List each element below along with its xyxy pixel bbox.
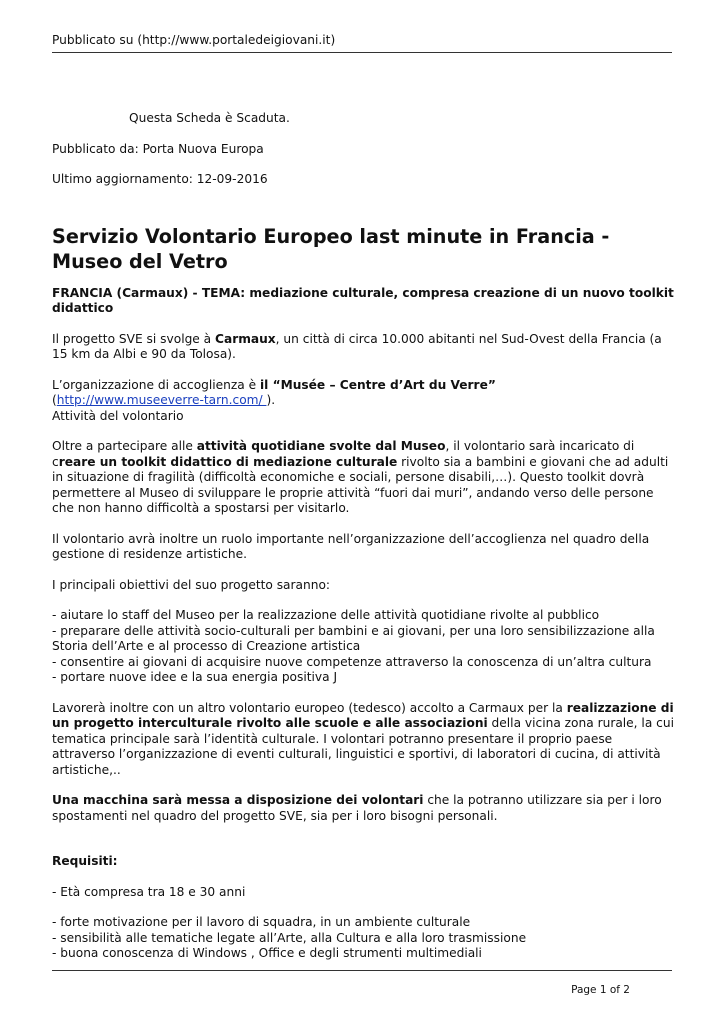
requirements-list: [52, 915, 674, 962]
museum-website-link[interactable]: http://www.museeverre-tarn.com/: [56, 393, 267, 407]
header-divider: [52, 52, 672, 53]
requirement-age: - Età compresa tra 18 e 30 anni: [52, 884, 246, 899]
list-item: - preparare delle attività socio-culturali per bambini e ai giovani, per una loro sensibilizzazione alla Storia dell’Arte e al processo di Creazione artistica: [52, 623, 655, 653]
footer-divider: [52, 970, 672, 971]
requirements-heading: Requisiti:: [52, 854, 118, 868]
list-item: - buona conoscenza di Windows , Office e degli strumenti multimediali: [52, 946, 482, 960]
list-item: - sensibilità alle tematiche legate all’Arte, alla Cultura e alla loro trasmissione: [52, 930, 527, 945]
list-item: - consentire ai giovani di acquisire nuove competenze attraverso la conoscenza di un’altra cultura: [52, 654, 652, 669]
list-item: - portare nuove idee e la sua energia positiva J: [52, 670, 338, 684]
paragraph-objectives-intro: I principali obiettivi del suo progetto saranno:: [52, 577, 331, 592]
paragraph-location: Il progetto SVE si svolge à Carmaux, un città di circa 10.000 abitanti nel Sud-Ovest della Francia (a 15 km da Albi e 90 da Tolosa).: [52, 331, 662, 361]
paragraph-host-organization: L’organizzazione di accoglienza è il “Musée – Centre d’Art du Verre” (http://www.museeverre-tarn.com/ ). Attività del volontario: [52, 377, 496, 423]
page-number: Page 1 of 2: [571, 984, 630, 996]
document-body: [52, 111, 674, 962]
article-subtitle: FRANCIA (Carmaux) - TEMA: mediazione culturale, compresa creazione di un nuovo toolkit didattico: [52, 285, 674, 315]
page-header: Pubblicato su (http://www.portaledeigiovani.it): [52, 33, 336, 47]
last-update: Ultimo aggiornamento: 12-09-2016: [52, 172, 268, 186]
published-by: Pubblicato da: Porta Nuova Europa: [52, 141, 264, 156]
section-label-activities: Attività del volontario: [52, 408, 184, 423]
paragraph-residences: Il volontario avrà inoltre un ruolo importante nell’organizzazione dell’accoglienza nel quadro della gestione di residenze artistiche.: [52, 531, 650, 561]
objectives-list: [52, 608, 674, 686]
paragraph-intercultural: Lavorerà inoltre con un altro volontario europeo (tedesco) accolto a Carmaux per la realizzazione di un progetto interculturale rivolto alle scuole e alle associazioni della vicina zona rurale, la cui tematica principale sarà l’identità culturale. I volontari potranno presentare il proprio paese attraverso l’organizzazione di eventi culturali, linguistici e sportivi, di laboratori di cucina, di attività artistiche,..: [52, 700, 674, 777]
list-item: - forte motivazione per il lavoro di squadra, in un ambiente culturale: [52, 915, 471, 929]
expired-notice: Questa Scheda è Scaduta.: [129, 111, 290, 125]
paragraph-car: Una macchina sarà messa a disposizione dei volontari che la potranno utilizzare sia per i loro spostamenti nel quadro del progetto SVE, sia per i loro bisogni personali.: [52, 793, 662, 823]
paragraph-activities: Oltre a partecipare alle attività quotidiane svolte dal Museo, il volontario sarà incaricato di creare un toolkit didattico di mediazione culturale rivolto sia a bambini e giovani che ad adulti in situazione di fragilità (difficoltà economiche e sociali, persone disabili,…). Questo toolkit dovrà permettere al Museo di sviluppare le proprie attività “fuori dai muri”, andando verso delle persone che non hanno difficoltà a spostarsi per visitarlo.: [52, 439, 669, 515]
article-title: Servizio Volontario Europeo last minute in Francia - Museo del Vetro: [52, 224, 610, 273]
list-item: - aiutare lo staff del Museo per la realizzazione delle attività quotidiane rivolte al pubblico: [52, 608, 600, 622]
